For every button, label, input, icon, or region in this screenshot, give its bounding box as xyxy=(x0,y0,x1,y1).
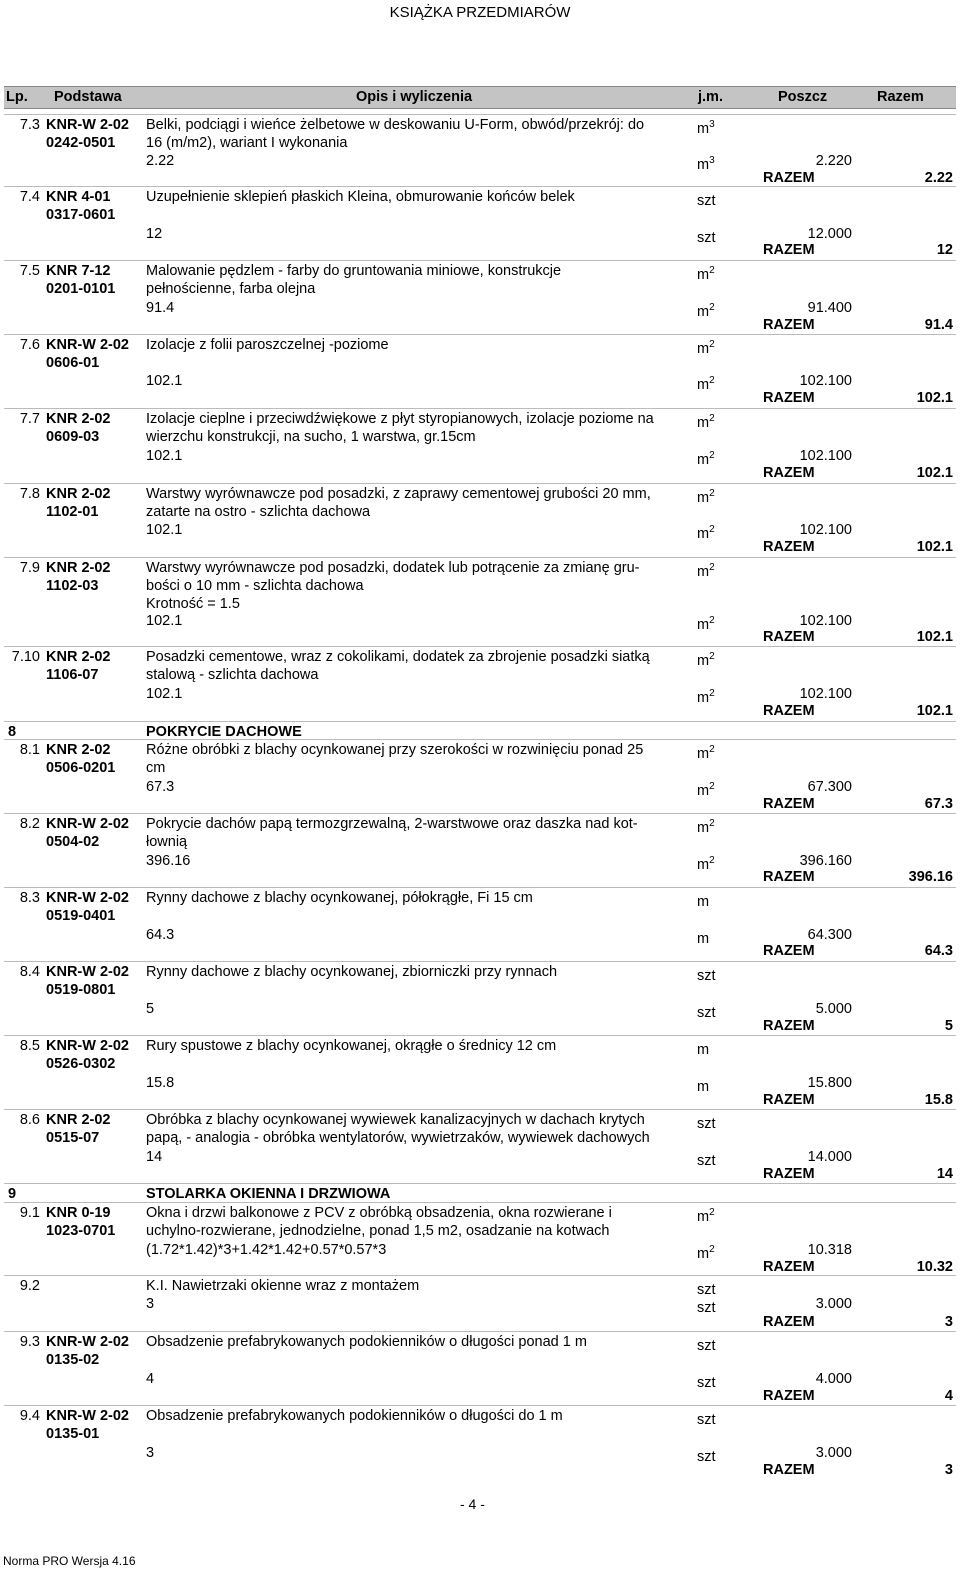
unit-base: szt xyxy=(697,1115,716,1132)
razem-label: RAZEM xyxy=(763,390,815,406)
unit-exponent: 2 xyxy=(709,855,715,866)
razem-label: RAZEM xyxy=(763,1018,815,1034)
row-poszcz: 102.100 xyxy=(799,448,852,464)
unit-exponent: 2 xyxy=(709,1244,715,1255)
row-description: Obsadzenie prefabrykowanych podokienników o długości ponad 1 m xyxy=(146,1334,587,1350)
row-description: Izolacje cieplne i przeciwdźwiękowe z płyt styropianowych, izolacje poziome na xyxy=(146,411,654,427)
row-lp: 7.4 xyxy=(19,189,40,205)
row-description: Uzupełnienie sklepień płaskich Kleina, obmurowanie końców belek xyxy=(146,189,575,205)
row-calculation: 102.1 xyxy=(146,686,183,702)
column-poszcz: Poszcz xyxy=(778,89,828,105)
row-unit xyxy=(697,1333,716,1355)
unit-exponent: 2 xyxy=(709,488,715,499)
row-razem xyxy=(763,390,953,408)
row-unit xyxy=(697,559,715,581)
row-razem xyxy=(763,796,953,814)
row-description: Rynny dachowe z blachy ocynkowanej, półokrągłe, Fi 15 cm xyxy=(146,890,533,906)
row-podstawa: KNR 2-02 xyxy=(46,486,111,502)
row-razem xyxy=(763,539,953,557)
row-podstawa: KNR-W 2-02 xyxy=(46,1408,129,1424)
row-podstawa: KNR-W 2-02 xyxy=(46,1038,129,1054)
row-description: Okna i drzwi balkonowe z PCV z obróbką obsadzenia, okna rozwierane i xyxy=(146,1205,612,1221)
unit-exponent: 2 xyxy=(709,744,715,755)
row-lp: 8.6 xyxy=(19,1112,40,1128)
row-calc-unit xyxy=(697,778,715,800)
row-calculation: 396.16 xyxy=(146,853,191,869)
row-separator xyxy=(4,813,956,814)
row-poszcz: 3.000 xyxy=(815,1296,852,1312)
razem-value: 102.1 xyxy=(916,629,953,645)
razem-label: RAZEM xyxy=(763,1166,815,1182)
row-podstawa: 0317-0601 xyxy=(46,207,116,223)
unit-base: m xyxy=(697,616,710,633)
page-number: - 4 - xyxy=(460,1496,485,1512)
row-unit xyxy=(697,410,715,432)
row-unit xyxy=(697,648,715,670)
page-header: KSIĄŻKA PRZEDMIARÓW xyxy=(389,4,571,21)
row-razem xyxy=(763,465,953,483)
row-description: papą, - analogia - obróbka wentylatorów, wywietrzaków, wywiewek dachowych xyxy=(146,1130,650,1146)
column-podstawa: Podstawa xyxy=(54,89,122,105)
row-razem xyxy=(763,317,953,335)
row-description: Belki, podciągi i wieńce żelbetowe w deskowaniu U-Form, obwód/przekrój: do xyxy=(146,117,645,133)
unit-exponent: 2 xyxy=(709,688,715,699)
row-calculation: 4 xyxy=(146,1371,155,1387)
row-lp: 9.1 xyxy=(19,1205,40,1221)
unit-base: m xyxy=(697,1078,710,1095)
unit-exponent: 2 xyxy=(709,375,715,386)
unit-exponent: 2 xyxy=(709,781,715,792)
row-podstawa: 1023-0701 xyxy=(46,1223,116,1239)
razem-value: 2.22 xyxy=(924,170,953,186)
row-calculation: 3 xyxy=(146,1296,155,1312)
row-podstawa: 0519-0401 xyxy=(46,908,116,924)
razem-label: RAZEM xyxy=(763,1259,815,1275)
row-podstawa: KNR-W 2-02 xyxy=(46,816,129,832)
unit-base: m xyxy=(697,451,710,468)
row-separator xyxy=(4,1275,956,1276)
row-podstawa: KNR 2-02 xyxy=(46,742,111,758)
section-lp: 9 xyxy=(8,1186,17,1202)
razem-value: 10.32 xyxy=(916,1259,953,1275)
razem-value: 3 xyxy=(944,1314,953,1330)
row-podstawa: 0515-07 xyxy=(46,1130,100,1146)
unit-exponent: 2 xyxy=(709,265,715,276)
row-calc-unit xyxy=(697,521,715,543)
unit-base: m xyxy=(697,689,710,706)
unit-base: m xyxy=(697,120,710,137)
row-description: K.I. Nawietrzaki okienne wraz z montażem xyxy=(146,1278,420,1294)
row-calculation: (1.72*1.42)*3+1.42*1.42+0.57*0.57*3 xyxy=(146,1242,387,1258)
unit-base: szt xyxy=(697,1448,716,1465)
unit-base: m xyxy=(697,1245,710,1262)
row-lp: 7.3 xyxy=(19,117,40,133)
row-podstawa: 0504-02 xyxy=(46,834,100,850)
unit-exponent: 2 xyxy=(709,651,715,662)
row-calc-unit xyxy=(697,1444,716,1466)
row-unit xyxy=(697,336,715,358)
row-description: Rynny dachowe z blachy ocynkowanej, zbiorniczki przy rynnach xyxy=(146,964,558,980)
razem-value: 5 xyxy=(944,1018,953,1034)
row-unit xyxy=(697,741,715,763)
row-description: bości o 10 mm - szlichta dachowa xyxy=(146,578,364,594)
row-description: Różne obróbki z blachy ocynkowanej przy szerokości w rozwinięciu ponad 25 xyxy=(146,742,644,758)
unit-base: szt xyxy=(697,229,716,246)
row-calculation: 15.8 xyxy=(146,1075,175,1091)
row-calculation: 64.3 xyxy=(146,927,175,943)
row-podstawa: KNR 2-02 xyxy=(46,411,111,427)
row-lp: 7.6 xyxy=(19,337,40,353)
row-calc-unit xyxy=(697,1074,709,1096)
row-separator xyxy=(4,260,956,261)
row-description: Obsadzenie prefabrykowanych podokienników o długości do 1 m xyxy=(146,1408,563,1424)
row-poszcz: 396.160 xyxy=(799,853,852,869)
row-podstawa: 1102-01 xyxy=(46,504,99,520)
row-description: Posadzki cementowe, wraz z cokolikami, dodatek za zbrojenie posadzki siatką xyxy=(146,649,650,665)
row-lp: 8.1 xyxy=(19,742,40,758)
row-razem xyxy=(763,703,953,721)
row-razem xyxy=(763,1314,953,1332)
row-unit xyxy=(697,889,709,911)
razem-label: RAZEM xyxy=(763,170,815,186)
row-calc-unit xyxy=(697,685,715,707)
row-calc-unit xyxy=(697,225,716,247)
razem-label: RAZEM xyxy=(763,796,815,812)
row-lp: 9.3 xyxy=(19,1334,40,1350)
row-calc-unit xyxy=(697,372,715,394)
unit-exponent: 2 xyxy=(709,562,715,573)
row-podstawa: KNR 2-02 xyxy=(46,560,111,576)
unit-base: m xyxy=(697,1208,710,1225)
row-poszcz: 15.800 xyxy=(807,1075,852,1091)
razem-label: RAZEM xyxy=(763,1462,815,1478)
row-separator xyxy=(4,114,956,115)
row-razem xyxy=(763,1092,953,1110)
row-calculation: 12 xyxy=(146,226,163,242)
unit-base: szt xyxy=(697,1152,716,1169)
row-podstawa: 0135-01 xyxy=(46,1426,100,1442)
row-lp: 8.5 xyxy=(19,1038,40,1054)
row-description: Malowanie pędzlem - farby do gruntowania miniowe, konstrukcje xyxy=(146,263,562,279)
row-separator xyxy=(4,334,956,335)
row-separator xyxy=(4,408,956,409)
row-calculation: 67.3 xyxy=(146,779,175,795)
row-podstawa: 1106-07 xyxy=(46,667,99,683)
unit-base: m xyxy=(697,819,710,836)
unit-base: szt xyxy=(697,192,716,209)
table-header xyxy=(4,86,956,109)
row-lp: 8.3 xyxy=(19,890,40,906)
row-calculation: 102.1 xyxy=(146,613,183,629)
row-description: Krotność = 1.5 xyxy=(146,596,240,612)
razem-value: 3 xyxy=(944,1462,953,1478)
unit-exponent: 2 xyxy=(709,339,715,350)
row-separator xyxy=(4,1405,956,1406)
row-calc-unit xyxy=(697,612,715,634)
razem-value: 102.1 xyxy=(916,703,953,719)
row-unit xyxy=(697,963,716,985)
row-description: pełnościenne, farba olejna xyxy=(146,281,316,297)
razem-label: RAZEM xyxy=(763,539,815,555)
row-separator xyxy=(4,961,956,962)
row-poszcz: 2.220 xyxy=(815,153,852,169)
row-calculation: 102.1 xyxy=(146,448,183,464)
unit-exponent: 2 xyxy=(709,450,715,461)
section-lp: 8 xyxy=(8,724,17,740)
row-lp: 7.8 xyxy=(19,486,40,502)
row-lp: 8.2 xyxy=(19,816,40,832)
row-description: cm xyxy=(146,760,166,776)
row-description: Izolacje z folii paroszczelnej -poziome xyxy=(146,337,389,353)
row-podstawa: 0526-0302 xyxy=(46,1056,116,1072)
row-lp: 7.7 xyxy=(19,411,40,427)
row-separator xyxy=(4,1331,956,1332)
row-description: Rury spustowe z blachy ocynkowanej, okrągłe o średnicy 12 cm xyxy=(146,1038,557,1054)
unit-base: szt xyxy=(697,1337,716,1354)
row-poszcz: 102.100 xyxy=(799,373,852,389)
row-podstawa: 0606-01 xyxy=(46,355,100,371)
unit-base: szt xyxy=(697,1374,716,1391)
row-razem xyxy=(763,1462,953,1480)
row-podstawa: KNR 2-02 xyxy=(46,1112,111,1128)
unit-exponent: 2 xyxy=(709,615,715,626)
row-podstawa: KNR-W 2-02 xyxy=(46,964,129,980)
unit-base: m xyxy=(697,489,710,506)
razem-value: 4 xyxy=(944,1388,953,1404)
row-description: Pokrycie dachów papą termozgrzewalną, 2-warstwowe oraz daszka nad kot- xyxy=(146,816,638,832)
column-opis: Opis i wyliczenia xyxy=(356,89,473,105)
unit-base: m xyxy=(697,156,710,173)
unit-base: m xyxy=(697,414,710,431)
section-title: POKRYCIE DACHOWE xyxy=(146,724,302,740)
row-poszcz: 10.318 xyxy=(807,1242,852,1258)
unit-exponent: 2 xyxy=(709,1207,715,1218)
unit-base: m xyxy=(697,893,710,910)
row-poszcz: 5.000 xyxy=(815,1001,852,1017)
row-razem xyxy=(763,629,953,647)
razem-label: RAZEM xyxy=(763,703,815,719)
razem-label: RAZEM xyxy=(763,943,815,959)
row-podstawa: KNR 7-12 xyxy=(46,263,111,279)
razem-label: RAZEM xyxy=(763,629,815,645)
row-poszcz: 14.000 xyxy=(807,1149,852,1165)
row-calc-unit xyxy=(697,299,715,321)
row-description: łownią xyxy=(146,834,188,850)
unit-exponent: 3 xyxy=(709,155,715,166)
row-poszcz: 3.000 xyxy=(815,1445,852,1461)
row-description: wierzchu konstrukcji, na sucho, 1 warstwa, gr.15cm xyxy=(146,429,476,445)
razem-value: 12 xyxy=(936,242,953,258)
row-separator xyxy=(4,646,956,647)
row-razem xyxy=(763,1018,953,1036)
row-calc-unit xyxy=(697,1000,716,1022)
row-calculation: 102.1 xyxy=(146,522,183,538)
row-description: Warstwy wyrównawcze pod posadzki, z zaprawy cementowej grubości 20 mm, xyxy=(146,486,651,502)
razem-label: RAZEM xyxy=(763,1388,815,1404)
unit-base: m xyxy=(697,745,710,762)
unit-exponent: 3 xyxy=(709,119,715,130)
row-calculation: 5 xyxy=(146,1001,155,1017)
row-separator xyxy=(4,557,956,558)
razem-label: RAZEM xyxy=(763,1314,815,1330)
row-lp: 7.10 xyxy=(11,649,40,665)
row-unit xyxy=(697,1407,716,1429)
row-calculation: 2.22 xyxy=(146,153,175,169)
razem-value: 91.4 xyxy=(924,317,953,333)
row-calc-unit xyxy=(697,1370,716,1392)
unit-exponent: 2 xyxy=(709,524,715,535)
razem-label: RAZEM xyxy=(763,465,815,481)
row-calculation: 102.1 xyxy=(146,373,183,389)
razem-value: 102.1 xyxy=(916,539,953,555)
unit-base: szt xyxy=(697,1281,716,1298)
razem-value: 102.1 xyxy=(916,465,953,481)
razem-value: 64.3 xyxy=(924,943,953,959)
row-unit xyxy=(697,1037,709,1059)
row-calc-unit xyxy=(697,1295,716,1317)
row-podstawa: KNR 0-19 xyxy=(46,1205,111,1221)
row-poszcz: 102.100 xyxy=(799,522,852,538)
row-podstawa: KNR-W 2-02 xyxy=(46,1334,129,1350)
unit-base: m xyxy=(697,930,710,947)
unit-base: m xyxy=(697,563,710,580)
unit-base: szt xyxy=(697,1004,716,1021)
row-unit xyxy=(697,485,715,507)
razem-value: 396.16 xyxy=(908,869,953,885)
section-separator xyxy=(4,1183,956,1184)
row-lp: 7.9 xyxy=(19,560,40,576)
row-podstawa: KNR 4-01 xyxy=(46,189,111,205)
row-razem xyxy=(763,943,953,961)
row-separator xyxy=(4,1035,956,1036)
unit-exponent: 2 xyxy=(709,413,715,424)
razem-label: RAZEM xyxy=(763,1092,815,1108)
row-podstawa: 0609-03 xyxy=(46,429,100,445)
row-podstawa: KNR-W 2-02 xyxy=(46,117,129,133)
row-podstawa: 0242-0501 xyxy=(46,135,116,151)
row-poszcz: 12.000 xyxy=(807,226,852,242)
row-poszcz: 67.300 xyxy=(807,779,852,795)
row-unit xyxy=(697,1111,716,1133)
row-poszcz: 4.000 xyxy=(815,1371,852,1387)
row-description: uchylno-rozwierane, jednodzielne, ponad 1,5 m2, osadzanie na kotwach xyxy=(146,1223,610,1239)
row-calc-unit xyxy=(697,926,709,948)
row-podstawa: KNR 2-02 xyxy=(46,649,111,665)
row-poszcz: 102.100 xyxy=(799,686,852,702)
row-poszcz: 91.400 xyxy=(807,300,852,316)
unit-base: m xyxy=(697,266,710,283)
row-description: zatarte na ostro - szlichta dachowa xyxy=(146,504,371,520)
row-unit xyxy=(697,815,715,837)
row-razem xyxy=(763,242,953,260)
unit-base: m xyxy=(697,1041,710,1058)
row-lp: 9.4 xyxy=(19,1408,40,1424)
unit-base: m xyxy=(697,782,710,799)
unit-exponent: 2 xyxy=(709,818,715,829)
unit-base: szt xyxy=(697,1299,716,1316)
row-poszcz: 64.300 xyxy=(807,927,852,943)
razem-label: RAZEM xyxy=(763,317,815,333)
footer-version: Norma PRO Wersja 4.16 xyxy=(3,1554,136,1568)
row-unit xyxy=(697,116,715,138)
row-calc-unit xyxy=(697,1241,715,1263)
unit-exponent: 2 xyxy=(709,302,715,313)
unit-base: m xyxy=(697,856,710,873)
row-poszcz: 102.100 xyxy=(799,613,852,629)
row-lp: 7.5 xyxy=(19,263,40,279)
row-calculation: 14 xyxy=(146,1149,163,1165)
razem-label: RAZEM xyxy=(763,242,815,258)
row-podstawa: 0506-0201 xyxy=(46,760,116,776)
row-podstawa: KNR-W 2-02 xyxy=(46,337,129,353)
razem-label: RAZEM xyxy=(763,869,815,885)
row-lp: 9.2 xyxy=(19,1278,40,1294)
row-calc-unit xyxy=(697,1148,716,1170)
unit-base: szt xyxy=(697,967,716,984)
row-calculation: 3 xyxy=(146,1445,155,1461)
row-podstawa: 0201-0101 xyxy=(46,281,116,297)
row-unit xyxy=(697,262,715,284)
unit-base: m xyxy=(697,303,710,320)
row-unit xyxy=(697,188,716,210)
unit-base: m xyxy=(697,652,710,669)
unit-base: m xyxy=(697,376,710,393)
column-lp: Lp. xyxy=(6,89,28,105)
row-description: 16 (m/m2), wariant I wykonania xyxy=(146,135,348,151)
razem-value: 102.1 xyxy=(916,390,953,406)
row-separator xyxy=(4,483,956,484)
row-podstawa: 0135-02 xyxy=(46,1352,100,1368)
row-separator xyxy=(4,186,956,187)
section-separator xyxy=(4,721,956,722)
razem-value: 14 xyxy=(936,1166,953,1182)
row-description: Warstwy wyrównawcze pod posadzki, dodatek lub potrącenie za zmianę gru- xyxy=(146,560,640,576)
row-razem xyxy=(763,1388,953,1406)
row-description: stalową - szlichta dachowa xyxy=(146,667,319,683)
row-podstawa: KNR-W 2-02 xyxy=(46,890,129,906)
row-podstawa: 0519-0801 xyxy=(46,982,116,998)
row-calc-unit xyxy=(697,447,715,469)
section-title: STOLARKA OKIENNA I DRZWIOWA xyxy=(146,1186,391,1202)
unit-base: m xyxy=(697,340,710,357)
column-razem: Razem xyxy=(877,89,924,105)
unit-base: szt xyxy=(697,1411,716,1428)
row-separator xyxy=(4,1109,956,1110)
row-podstawa: 1102-03 xyxy=(46,578,99,594)
row-lp: 8.4 xyxy=(19,964,40,980)
razem-value: 67.3 xyxy=(924,796,953,812)
row-calc-unit xyxy=(697,152,715,174)
row-description: Obróbka z blachy ocynkowanej wywiewek kanalizacyjnych w dachach krytych xyxy=(146,1112,645,1128)
row-calculation: 91.4 xyxy=(146,300,175,316)
row-razem xyxy=(763,869,953,887)
row-unit xyxy=(697,1204,715,1226)
column-jm: j.m. xyxy=(698,89,723,105)
unit-base: m xyxy=(697,525,710,542)
row-calc-unit xyxy=(697,852,715,874)
row-separator xyxy=(4,887,956,888)
razem-value: 15.8 xyxy=(924,1092,953,1108)
row-razem xyxy=(763,1166,953,1184)
